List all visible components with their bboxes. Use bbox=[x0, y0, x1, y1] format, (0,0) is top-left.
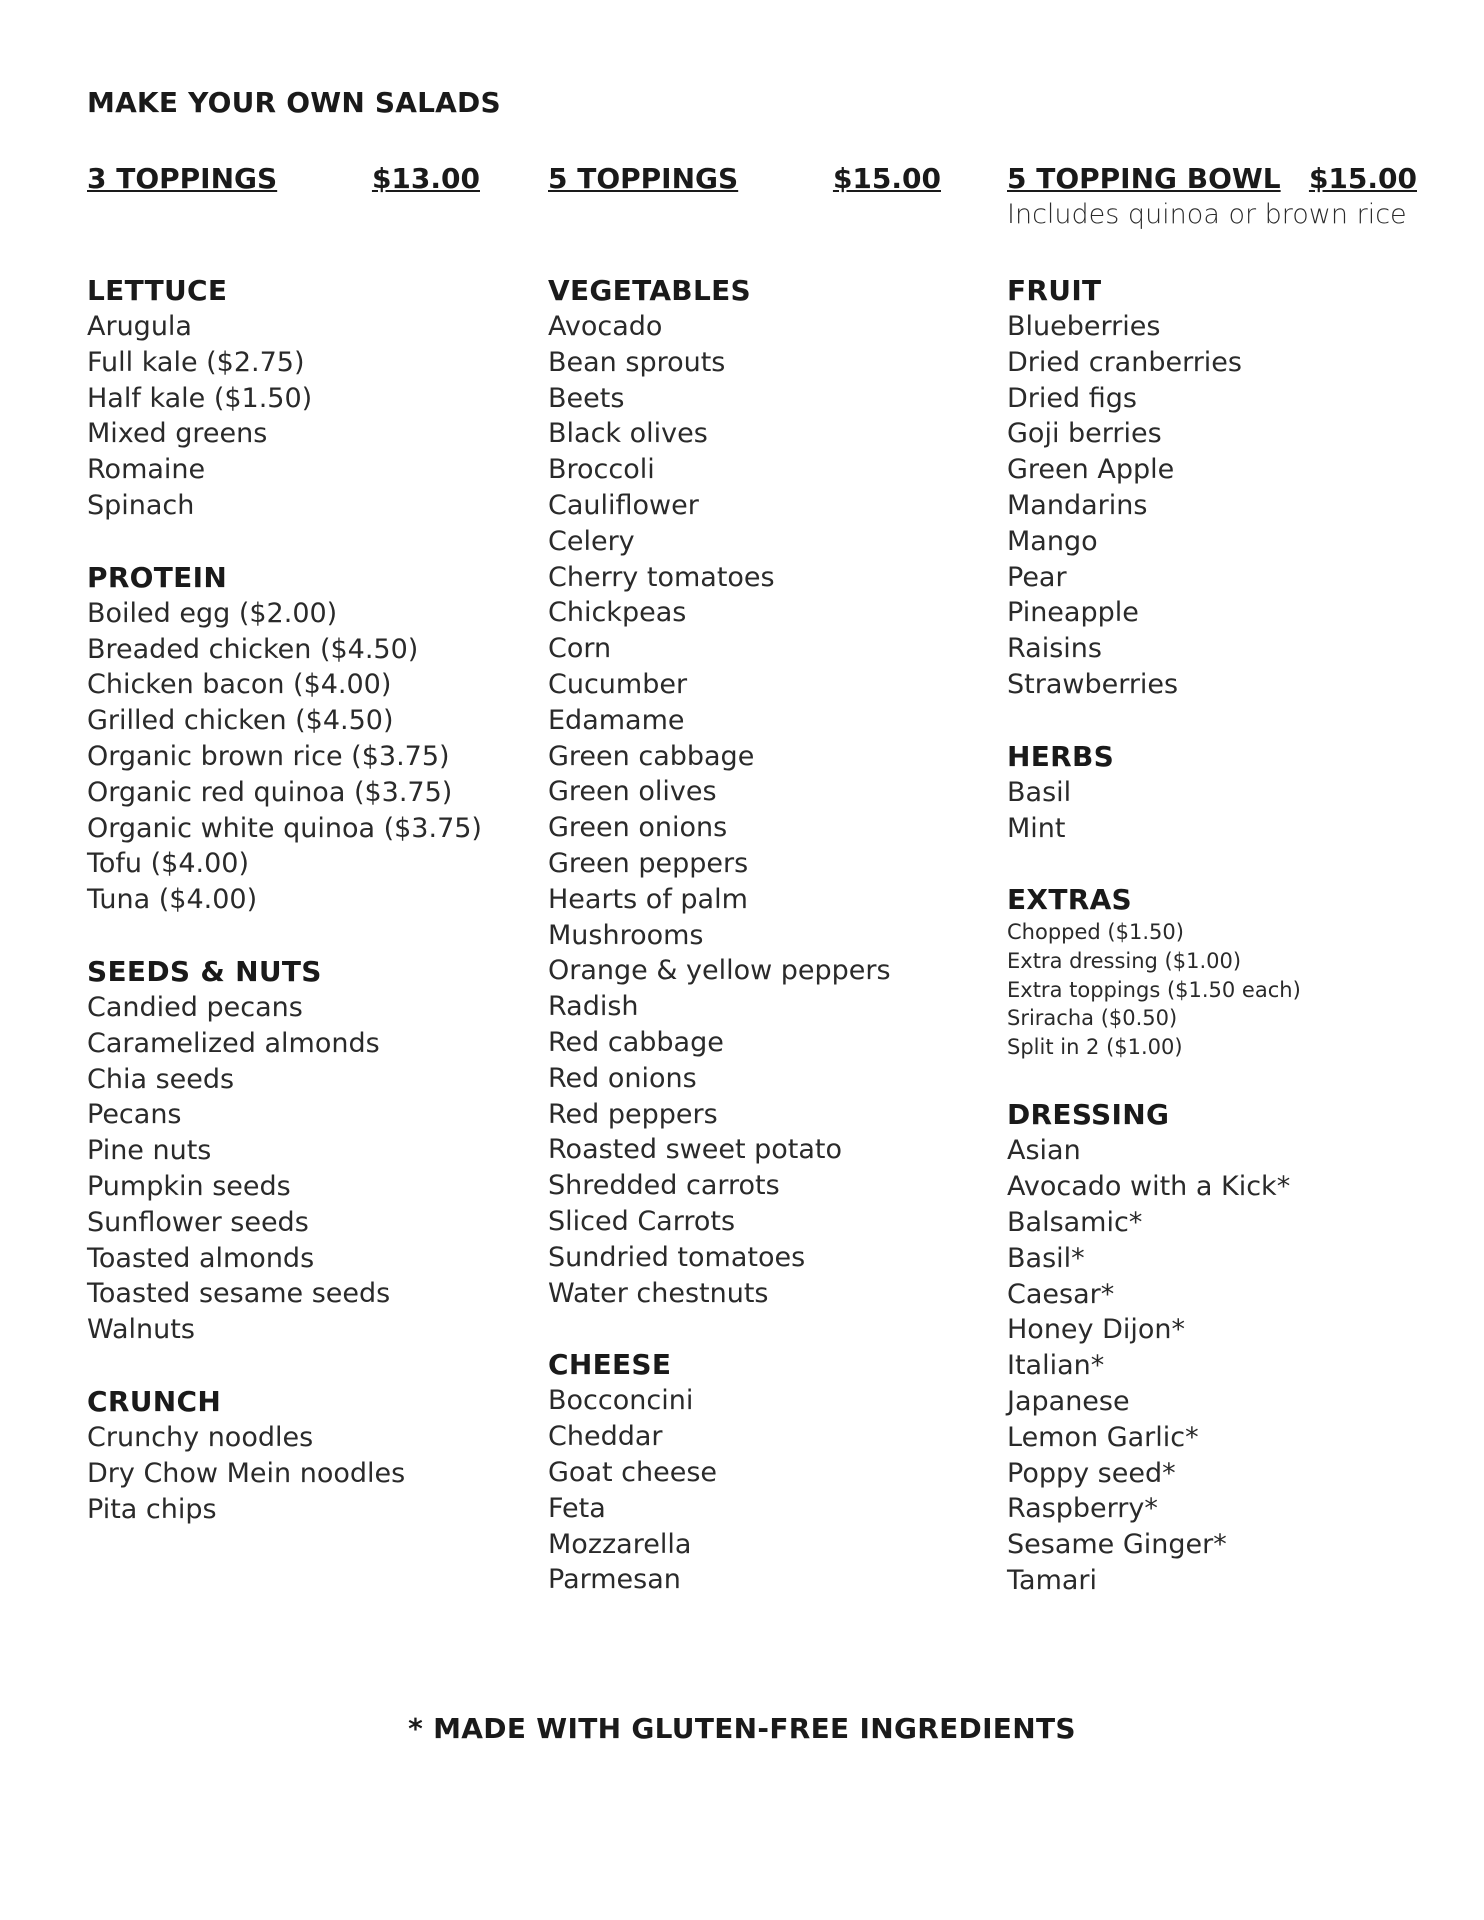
menu-item: Tofu ($4.00) bbox=[87, 848, 249, 880]
menu-item: Green onions bbox=[548, 812, 728, 844]
menu-section bbox=[548, 1347, 941, 1598]
menu-item: Shredded carrots bbox=[548, 1170, 780, 1202]
menu-item: Strawberries bbox=[1007, 668, 1179, 700]
menu-item: Asian bbox=[1007, 1135, 1081, 1167]
menu-item: Pita chips bbox=[87, 1493, 217, 1525]
tier-heading bbox=[1007, 161, 1417, 197]
tier-name: 5 TOPPING BOWL bbox=[1007, 162, 1281, 195]
menu-item: Sunflower seeds bbox=[87, 1206, 309, 1238]
menu-item: Mint bbox=[1007, 812, 1066, 844]
menu-section bbox=[87, 1384, 480, 1527]
menu-item: Mango bbox=[1007, 525, 1098, 557]
section-item-list bbox=[548, 309, 941, 1311]
menu-item: Parmesan bbox=[548, 1564, 681, 1596]
menu-column-3 bbox=[1007, 161, 1417, 1635]
menu-item: Beets bbox=[548, 382, 625, 414]
section-item-list bbox=[87, 309, 480, 524]
menu-item: Pecans bbox=[87, 1099, 182, 1131]
section-title: PROTEIN bbox=[87, 560, 228, 594]
menu-item: Edamame bbox=[548, 704, 685, 736]
menu-item: Cheddar bbox=[548, 1421, 663, 1453]
menu-item: Mixed greens bbox=[87, 418, 268, 450]
section-title: DRESSING bbox=[1007, 1098, 1170, 1132]
menu-item: Pear bbox=[1007, 561, 1067, 593]
menu-item: Corn bbox=[548, 633, 612, 665]
menu-item: Sundried tomatoes bbox=[548, 1241, 806, 1273]
menu-item: Walnuts bbox=[87, 1314, 195, 1346]
menu-column-1 bbox=[87, 161, 480, 1563]
menu-item: Pumpkin seeds bbox=[87, 1170, 291, 1202]
menu-item: Red cabbage bbox=[548, 1026, 724, 1058]
section-title: EXTRAS bbox=[1007, 883, 1133, 917]
tier-heading bbox=[548, 161, 941, 197]
menu-item: Dried figs bbox=[1007, 382, 1137, 414]
column-sections bbox=[87, 273, 480, 1527]
section-item-list bbox=[548, 1383, 941, 1598]
menu-item: Pine nuts bbox=[87, 1135, 212, 1167]
menu-item: Cucumber bbox=[548, 668, 688, 700]
menu-item: Mandarins bbox=[1007, 489, 1148, 521]
menu-item: Caesar* bbox=[1007, 1278, 1115, 1310]
menu-section bbox=[548, 273, 941, 1311]
menu-item: Bean sprouts bbox=[548, 346, 726, 378]
menu-item: Green olives bbox=[548, 776, 717, 808]
menu-item: Poppy seed* bbox=[1007, 1457, 1176, 1489]
menu-section bbox=[87, 560, 480, 918]
menu-item: Cherry tomatoes bbox=[548, 561, 775, 593]
menu-item: Tuna ($4.00) bbox=[87, 884, 258, 916]
menu-item: Romaine bbox=[87, 454, 206, 486]
section-item-list bbox=[1007, 1133, 1417, 1598]
menu-item: Lemon Garlic* bbox=[1007, 1421, 1199, 1453]
menu-item: Red onions bbox=[548, 1062, 697, 1094]
menu-item: Spinach bbox=[87, 489, 195, 521]
menu-item: Chopped ($1.50) bbox=[1007, 920, 1184, 945]
menu-item: Caramelized almonds bbox=[87, 1027, 380, 1059]
menu-item: Split in 2 ($1.00) bbox=[1007, 1034, 1183, 1059]
menu-item: Raspberry* bbox=[1007, 1493, 1158, 1525]
menu-section bbox=[87, 954, 480, 1348]
menu-item: Grilled chicken ($4.50) bbox=[87, 705, 394, 737]
menu-item: Raisins bbox=[1007, 633, 1102, 665]
gluten-free-footnote: * MADE WITH GLUTEN-FREE INGREDIENTS bbox=[408, 1712, 1076, 1745]
menu-item: Arugula bbox=[87, 311, 192, 342]
menu-item: Green cabbage bbox=[548, 740, 755, 772]
section-item-list bbox=[1007, 775, 1417, 847]
menu-item: Bocconcini bbox=[548, 1385, 694, 1417]
menu-item: Basil bbox=[1007, 776, 1072, 808]
menu-item: Mushrooms bbox=[548, 919, 704, 951]
menu-item: Sesame Ginger* bbox=[1007, 1529, 1227, 1561]
menu-item: Organic brown rice ($3.75) bbox=[87, 740, 450, 772]
menu-section bbox=[1007, 882, 1417, 1061]
menu-item: Water chestnuts bbox=[548, 1277, 769, 1309]
menu-item: Tamari bbox=[1007, 1564, 1098, 1596]
column-sections bbox=[548, 273, 941, 1598]
section-item-list bbox=[87, 990, 480, 1348]
menu-item: Candied pecans bbox=[87, 991, 303, 1023]
menu-item: Toasted almonds bbox=[87, 1242, 315, 1274]
section-title: VEGETABLES bbox=[548, 274, 751, 307]
menu-item: Japanese bbox=[1007, 1385, 1130, 1417]
section-title: CHEESE bbox=[548, 1348, 672, 1382]
section-item-list bbox=[1007, 309, 1417, 703]
menu-item: Organic white quinoa ($3.75) bbox=[87, 812, 482, 844]
section-title: CRUNCH bbox=[87, 1384, 222, 1418]
menu-item: Cauliflower bbox=[548, 489, 699, 521]
menu-item: Half kale ($1.50) bbox=[87, 382, 313, 414]
section-title: LETTUCE bbox=[87, 274, 228, 307]
menu-item: Sriracha ($0.50) bbox=[1007, 1006, 1178, 1031]
menu-item: Boiled egg ($2.00) bbox=[87, 597, 338, 629]
section-item-list bbox=[87, 596, 480, 918]
menu-item: Crunchy noodles bbox=[87, 1421, 314, 1453]
menu-item: Green peppers bbox=[548, 847, 749, 879]
section-title: SEEDS & NUTS bbox=[87, 954, 322, 988]
menu-item: Red peppers bbox=[548, 1098, 718, 1130]
menu-item: Breaded chicken ($4.50) bbox=[87, 633, 419, 665]
menu-item: Broccoli bbox=[548, 454, 655, 486]
menu-item: Chickpeas bbox=[548, 597, 687, 629]
menu-item: Goji berries bbox=[1007, 418, 1162, 450]
menu-item: Celery bbox=[548, 525, 635, 557]
menu-item: Green Apple bbox=[1007, 454, 1175, 486]
menu-item: Organic red quinoa ($3.75) bbox=[87, 776, 453, 808]
column-sections bbox=[1007, 273, 1417, 1599]
menu-item: Basil* bbox=[1007, 1242, 1085, 1274]
section-title: HERBS bbox=[1007, 739, 1115, 773]
section-item-list bbox=[87, 1420, 480, 1527]
menu-item: Black olives bbox=[548, 418, 708, 450]
menu-item: Balsamic* bbox=[1007, 1206, 1143, 1238]
menu-item: Toasted sesame seeds bbox=[87, 1278, 391, 1310]
menu-item: Roasted sweet potato bbox=[548, 1134, 843, 1166]
section-item-list bbox=[1007, 918, 1417, 1061]
menu-item: Pineapple bbox=[1007, 597, 1139, 629]
menu-item: Hearts of palm bbox=[548, 883, 748, 915]
menu-section bbox=[87, 273, 480, 524]
page-title: MAKE YOUR OWN SALADS bbox=[87, 86, 501, 119]
menu-item: Sliced Carrots bbox=[548, 1205, 736, 1237]
menu-section bbox=[1007, 1097, 1417, 1598]
menu-item: Chicken bacon ($4.00) bbox=[87, 669, 392, 701]
tier-name: 3 TOPPINGS bbox=[87, 162, 278, 195]
menu-section bbox=[1007, 273, 1417, 703]
tier-price: $13.00 bbox=[371, 162, 480, 195]
tier-heading bbox=[87, 161, 480, 197]
menu-item: Chia seeds bbox=[87, 1063, 235, 1095]
menu-item: Full kale ($2.75) bbox=[87, 346, 305, 378]
menu-section bbox=[1007, 739, 1417, 847]
menu-item: Avocado bbox=[548, 311, 663, 342]
menu-column-2 bbox=[548, 161, 941, 1634]
menu-item: Mozzarella bbox=[548, 1528, 692, 1560]
menu-item: Honey Dijon* bbox=[1007, 1314, 1186, 1346]
menu-item: Extra dressing ($1.00) bbox=[1007, 948, 1242, 973]
tier-name: 5 TOPPINGS bbox=[548, 162, 739, 195]
menu-item: Dried cranberries bbox=[1007, 346, 1242, 378]
tier-note: Includes quinoa or brown rice bbox=[1007, 199, 1407, 230]
menu-item: Avocado with a Kick* bbox=[1007, 1171, 1291, 1203]
tier-price: $15.00 bbox=[832, 162, 941, 195]
menu-item: Orange & yellow peppers bbox=[548, 955, 891, 987]
tier-price: $15.00 bbox=[1308, 162, 1417, 195]
menu-item: Italian* bbox=[1007, 1350, 1105, 1382]
menu-item: Feta bbox=[548, 1492, 606, 1524]
menu-item: Extra toppings ($1.50 each) bbox=[1007, 977, 1301, 1002]
menu-item: Dry Chow Mein noodles bbox=[87, 1457, 406, 1489]
menu-item: Goat cheese bbox=[548, 1456, 718, 1488]
menu-item: Radish bbox=[548, 991, 639, 1023]
menu-item: Blueberries bbox=[1007, 311, 1161, 342]
section-title: FRUIT bbox=[1007, 274, 1102, 307]
